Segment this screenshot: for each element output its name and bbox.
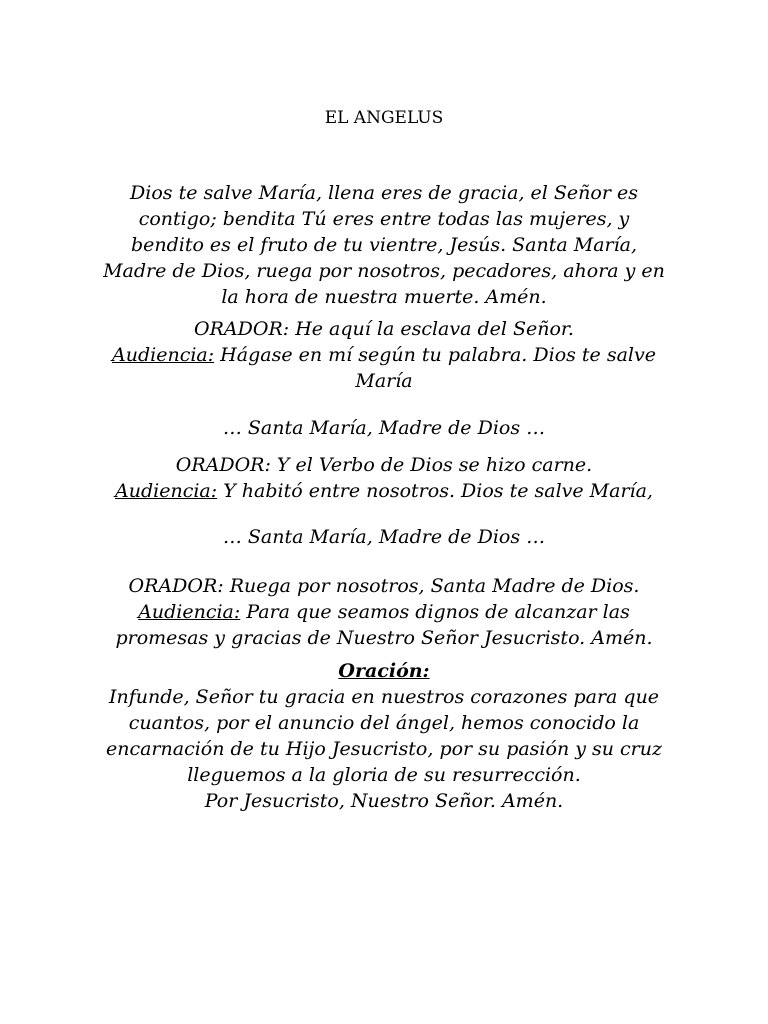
hail-mary-paragraph bbox=[84, 180, 684, 310]
audiencia-line bbox=[84, 599, 684, 625]
hail-mary-line: bendito es el fruto de tu vientre, Jesús. Santa María, bbox=[130, 234, 638, 256]
prayer-heading: Oración: bbox=[338, 660, 430, 682]
hail-mary-line: Dios te salve María, llena eres de gracia, el Señor es bbox=[130, 182, 638, 204]
prayer-line: Infunde, Señor tu gracia en nuestros corazones para que bbox=[108, 686, 660, 708]
versicle-1 bbox=[84, 316, 684, 394]
refrain-1 bbox=[84, 415, 684, 441]
prayer-line: Por Jesucristo, Nuestro Señor. Amén. bbox=[204, 790, 564, 812]
prayer-line: cuantos, por el anuncio del ángel, hemos conocido la bbox=[128, 712, 640, 734]
audiencia-label: Audiencia: bbox=[138, 601, 241, 623]
prayer-line: lleguemos a la gloria de su resurrección. bbox=[187, 764, 581, 786]
audiencia-continuation: promesas y gracias de Nuestro Señor Jesucristo. Amén. bbox=[115, 627, 653, 649]
hail-mary-line: contigo; bendita Tú eres entre todas las mujeres, y bbox=[138, 208, 630, 230]
hail-mary-line: Madre de Dios, ruega por nosotros, pecadores, ahora y en bbox=[103, 260, 665, 282]
hail-mary-line: la hora de nuestra muerte. Amén. bbox=[221, 286, 547, 308]
prayer-line: encarnación de tu Hijo Jesucristo, por su pasión y su cruz bbox=[105, 738, 662, 760]
audiencia-line bbox=[84, 478, 684, 504]
orador-line: ORADOR: Ruega por nosotros, Santa Madre de Dios. bbox=[128, 575, 640, 597]
refrain-2 bbox=[84, 524, 684, 550]
audiencia-continuation: María bbox=[355, 370, 413, 392]
audiencia-text: Para que seamos dignos de alcanzar las bbox=[240, 601, 630, 623]
page-title: EL ANGELUS bbox=[324, 108, 444, 128]
audiencia-line bbox=[84, 342, 684, 368]
versicle-3 bbox=[84, 573, 684, 651]
refrain-line: … Santa María, Madre de Dios … bbox=[222, 526, 546, 548]
audiencia-text: Hágase en mí según tu palabra. Dios te salve bbox=[214, 344, 656, 366]
audiencia-text: Y habitó entre nosotros. Dios te salve María, bbox=[217, 480, 653, 502]
versicle-2 bbox=[84, 452, 684, 504]
refrain-line: … Santa María, Madre de Dios … bbox=[222, 417, 546, 439]
audiencia-label: Audiencia: bbox=[112, 344, 215, 366]
orador-line: ORADOR: Y el Verbo de Dios se hizo carne. bbox=[175, 454, 593, 476]
audiencia-label: Audiencia: bbox=[115, 480, 218, 502]
orador-line: ORADOR: He aquí la esclava del Señor. bbox=[194, 318, 574, 340]
prayer-section bbox=[84, 658, 684, 814]
